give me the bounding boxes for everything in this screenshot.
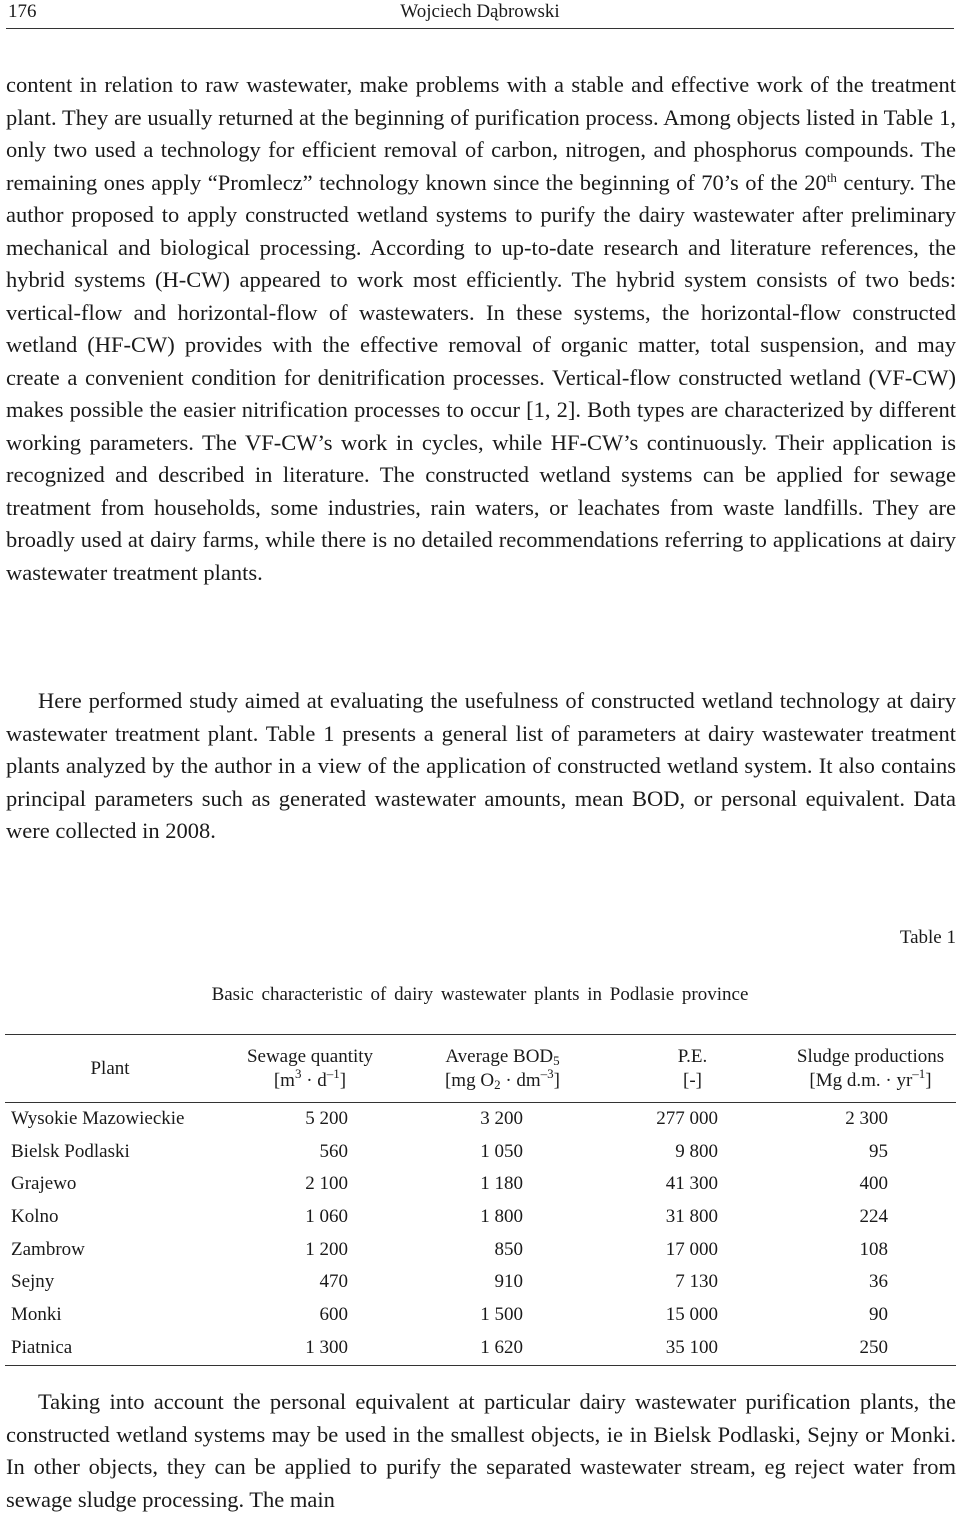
cell-bod: 1 800 xyxy=(480,1206,523,1228)
header-plant: Plant xyxy=(5,1035,215,1103)
cell-sludge: 95 xyxy=(869,1140,888,1162)
cell-pe: 7 130 xyxy=(675,1271,718,1293)
table-label: Table 1 xyxy=(899,927,956,948)
cell-sludge: 250 xyxy=(785,1331,956,1366)
paragraph-1-text-a: content in relation to raw wastewater, make problems with a stable and effective work of the treatment plant. They are usually returned at the beginning of purification process. Among objects listed in Table 1, only two used a technology for efficient removal of carbon, nitrogen, and phosphorus compounds. The remaining ones apply “Promlecz” technology known since the beginning of 70’s of the 20 xyxy=(6,72,956,195)
cell-sewage: 5 200 xyxy=(305,1108,348,1130)
cell-plant: Sejny xyxy=(11,1271,55,1293)
cell-bod: 850 xyxy=(494,1238,523,1260)
table-row xyxy=(5,1331,956,1366)
table-header-row xyxy=(5,1035,956,1103)
cell-sludge: 2 300 xyxy=(845,1108,888,1130)
cell-pe: 35 100 xyxy=(600,1331,785,1366)
cell-plant: Kolno xyxy=(11,1206,59,1228)
cell-sewage: 1 300 xyxy=(215,1331,405,1366)
header-average-bod: Average $BOD_5$ [mg $O_2 \cdot dm^{-3}$] xyxy=(405,1035,600,1103)
table-row xyxy=(5,1299,956,1332)
cell-sewage: 1 200 xyxy=(305,1238,348,1260)
header-sewage-quantity: Sewage quantity $[m^3 \cdot d^{-1}]$ xyxy=(215,1035,405,1103)
table-caption: Basic characteristic of dairy wastewater plants in Podlasie province xyxy=(211,984,749,1005)
cell-sewage: 1 060 xyxy=(305,1206,348,1228)
cell-pe: 277 000 xyxy=(656,1108,718,1130)
cell-bod: 1 620 xyxy=(405,1331,600,1366)
superscript-th: th xyxy=(826,169,837,185)
cell-plant: Piatnica xyxy=(5,1331,215,1366)
paragraph-1-text-b: century. The author proposed to apply constructed wetland systems to purify the dairy wastewater after preliminary mechanical and biological processing. According to up-to-date research and literature references, the hybrid systems (H-CW) appeared to work most efficiently. The hybrid system consists of two beds: vertical-flow and horizontal-flow of wastewaters. In these systems, the horizontal-flow constructed wetland (HF-CW) provides with the effective removal of organic matter, total suspension, and may create a convenient condition for denitrification processes. Vertical-flow constructed wetland (VF-CW) makes possible the easier nitrification processes to occur [1, 2]. Both types are characterized by different working parameters. The VF-CW’s work in cycles, while HF-CW’s continuously. Their application is recognized and described in literature. The constructed wetland systems can be applied for sewage treatment from households, some industries, rain waters, or leachates from waste landfills. They are broadly used at dairy farms, while there is no detailed recommendations referring to applications at dairy wastewater treatment plants. xyxy=(6,169,956,585)
cell-plant: Monki xyxy=(11,1303,62,1325)
table-row xyxy=(5,1168,956,1201)
cell-bod: 1 500 xyxy=(480,1303,523,1325)
cell-sewage: 600 xyxy=(319,1303,348,1325)
cell-plant: Zambrow xyxy=(11,1238,85,1260)
cell-sludge: 400 xyxy=(859,1173,888,1195)
table-row xyxy=(5,1201,956,1234)
cell-pe: 9 800 xyxy=(675,1140,718,1162)
running-head-author: Wojciech Dąbrowski xyxy=(400,1,560,22)
page-number: 176 xyxy=(8,1,37,22)
header-pe: P.E. [-] xyxy=(600,1035,785,1103)
paragraph-2-text: Here performed study aimed at evaluating the usefulness of constructed wetland technology at dairy wastewater treatment plant. Table 1 presents a general list of parameters at dairy wastewater treatment plants analyzed by the author in a view of the application of constructed wetland system. It also contains principal parameters such as generated wastewater amounts, mean BOD, or personal equivalent. Data were collected in 2008. xyxy=(6,688,956,843)
paragraph-3 xyxy=(6,1386,956,1516)
page-header xyxy=(6,0,954,29)
cell-sewage: 470 xyxy=(319,1271,348,1293)
cell-plant: Grajewo xyxy=(11,1173,77,1195)
paragraph-3-text: Taking into account the personal equivalent at particular dairy wastewater purification plants, the constructed wetland systems may be used in the smallest objects, ie in Bielsk Podlaski, Sejny or Monki. In other objects, they can be applied to purify the separated wastewater stream, eg reject water from sewage sludge processing. The main xyxy=(6,1389,956,1512)
table-row xyxy=(5,1266,956,1299)
header-sludge-productions: Sludge productions [Mg d.m. · $yr^{-1}$] xyxy=(785,1035,956,1103)
paragraph-2 xyxy=(6,685,956,848)
cell-pe: 41 300 xyxy=(665,1173,718,1195)
cell-pe: 17 000 xyxy=(665,1238,718,1260)
cell-sludge: 224 xyxy=(859,1206,888,1228)
cell-sludge: 108 xyxy=(859,1238,888,1260)
cell-sewage: 560 xyxy=(319,1140,348,1162)
cell-pe: 15 000 xyxy=(665,1303,718,1325)
cell-plant: Wysokie Mazowieckie xyxy=(11,1108,185,1130)
cell-plant: Bielsk Podlaski xyxy=(11,1140,130,1162)
cell-pe: 31 800 xyxy=(665,1206,718,1228)
paragraph-1 xyxy=(6,69,956,589)
cell-bod: 1 050 xyxy=(480,1140,523,1162)
cell-bod: 910 xyxy=(494,1271,523,1293)
table-row xyxy=(5,1136,956,1169)
cell-sewage: 2 100 xyxy=(305,1173,348,1195)
cell-bod: 1 180 xyxy=(480,1173,523,1195)
cell-sludge: 90 xyxy=(869,1303,888,1325)
data-table xyxy=(5,1034,956,1366)
table-row xyxy=(5,1233,956,1266)
cell-bod: 3 200 xyxy=(480,1108,523,1130)
table-row xyxy=(5,1103,956,1136)
cell-sludge: 36 xyxy=(869,1271,888,1293)
